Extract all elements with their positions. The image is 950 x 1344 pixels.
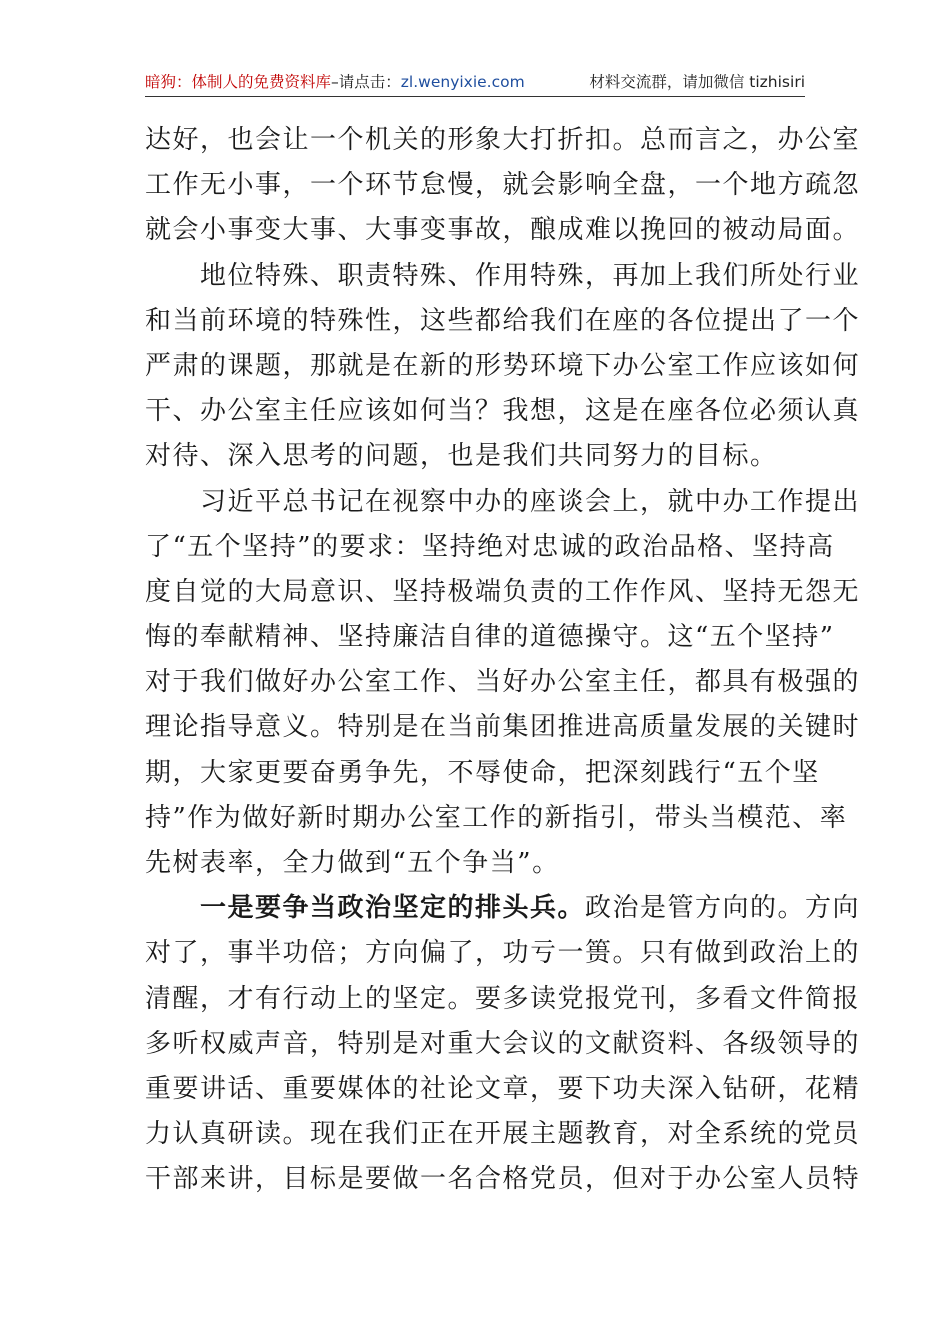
paragraph-line: 干、办公室主任应该如何当？我想，这是在座各位必须认真	[145, 396, 861, 427]
paragraph-line: 就会小事变大事、大事变事故，酿成难以挽回的被动局面。	[145, 215, 861, 246]
paragraph-line: 持”作为做好新时期办公室工作的新指引，带头当模范、率	[145, 802, 848, 833]
paragraph-line: 习近平总书记在视察中办的座谈会上，就中办工作提出	[200, 486, 861, 517]
paragraph-line: 和当前环境的特殊性，这些都给我们在座的各位提出了一个	[145, 305, 861, 336]
paragraph-3	[145, 480, 861, 887]
header-wechat-note: 材料交流群，请加微信 tizhisiri	[589, 73, 805, 91]
paragraph-line: 悔的奉献精神、坚持廉洁自律的道德操守。这“五个坚持”	[145, 622, 835, 653]
paragraph-line: 先树表率，全力做到“五个争当”。	[145, 848, 560, 878]
paragraph-line: 重要讲话、重要媒体的社论文章，要下功夫深入钻研，花精	[145, 1073, 861, 1104]
paragraph-line-text: 政治是管方向的。方向	[585, 893, 861, 924]
paragraph-line: 对于我们做好办公室工作、当好办公室主任，都具有极强的	[145, 667, 861, 698]
paragraph-2	[145, 254, 861, 480]
paragraph-1	[145, 118, 861, 254]
paragraph-line	[145, 886, 861, 931]
paragraph-4	[145, 886, 861, 1202]
paragraph-line: 达好，也会让一个机关的形象大打折扣。总而言之，办公室	[145, 125, 861, 155]
paragraph-line: 多听权威声音，特别是对重大会议的文献资料、各级领导的	[145, 1028, 861, 1059]
paragraph-line: 对待、深入思考的问题，也是我们共同努力的目标。	[145, 441, 778, 472]
paragraph-line: 度自觉的大局意识、坚持极端负责的工作作风、坚持无怨无	[145, 576, 861, 607]
paragraph-line: 工作无小事，一个环节怠慢，就会影响全盘，一个地方疏忽	[145, 170, 861, 201]
paragraph-line: 力认真研读。现在我们正在开展主题教育，对全系统的党员	[145, 1119, 861, 1150]
section-heading: 一是要争当政治坚定的排头兵。	[200, 893, 586, 924]
paragraph-line: 清醒，才有行动上的坚定。要多读党报党刊，多看文件简报	[145, 983, 861, 1014]
header-click-prompt: –请点击：	[331, 73, 401, 91]
header-left	[145, 68, 525, 96]
header-brand[interactable]: 暗狗：体制人的免费资料库	[145, 73, 332, 91]
paragraph-line: 严肃的课题，那就是在新的形势环境下办公室工作应该如何	[145, 350, 861, 381]
paragraph-line: 对了，事半功倍；方向偏了，功亏一篑。只有做到政治上的	[145, 938, 861, 969]
page-header	[145, 68, 805, 97]
paragraph-line: 期，大家更要奋勇争先，不辱使命，把深刻践行“五个坚	[145, 757, 820, 788]
header-url-link[interactable]: zl.wenyixie.com	[400, 73, 525, 91]
paragraph-line: 干部来讲，目标是要做一名合格党员，但对于办公室人员特	[145, 1164, 861, 1195]
paragraph-line: 理论指导意义。特别是在当前集团推进高质量发展的关键时	[145, 712, 861, 743]
document-body	[145, 118, 861, 1203]
paragraph-line: 地位特殊、职责特殊、作用特殊，再加上我们所处行业	[200, 260, 861, 291]
paragraph-line: 了“五个坚持”的要求：坚持绝对忠诚的政治品格、坚持高	[145, 531, 835, 562]
